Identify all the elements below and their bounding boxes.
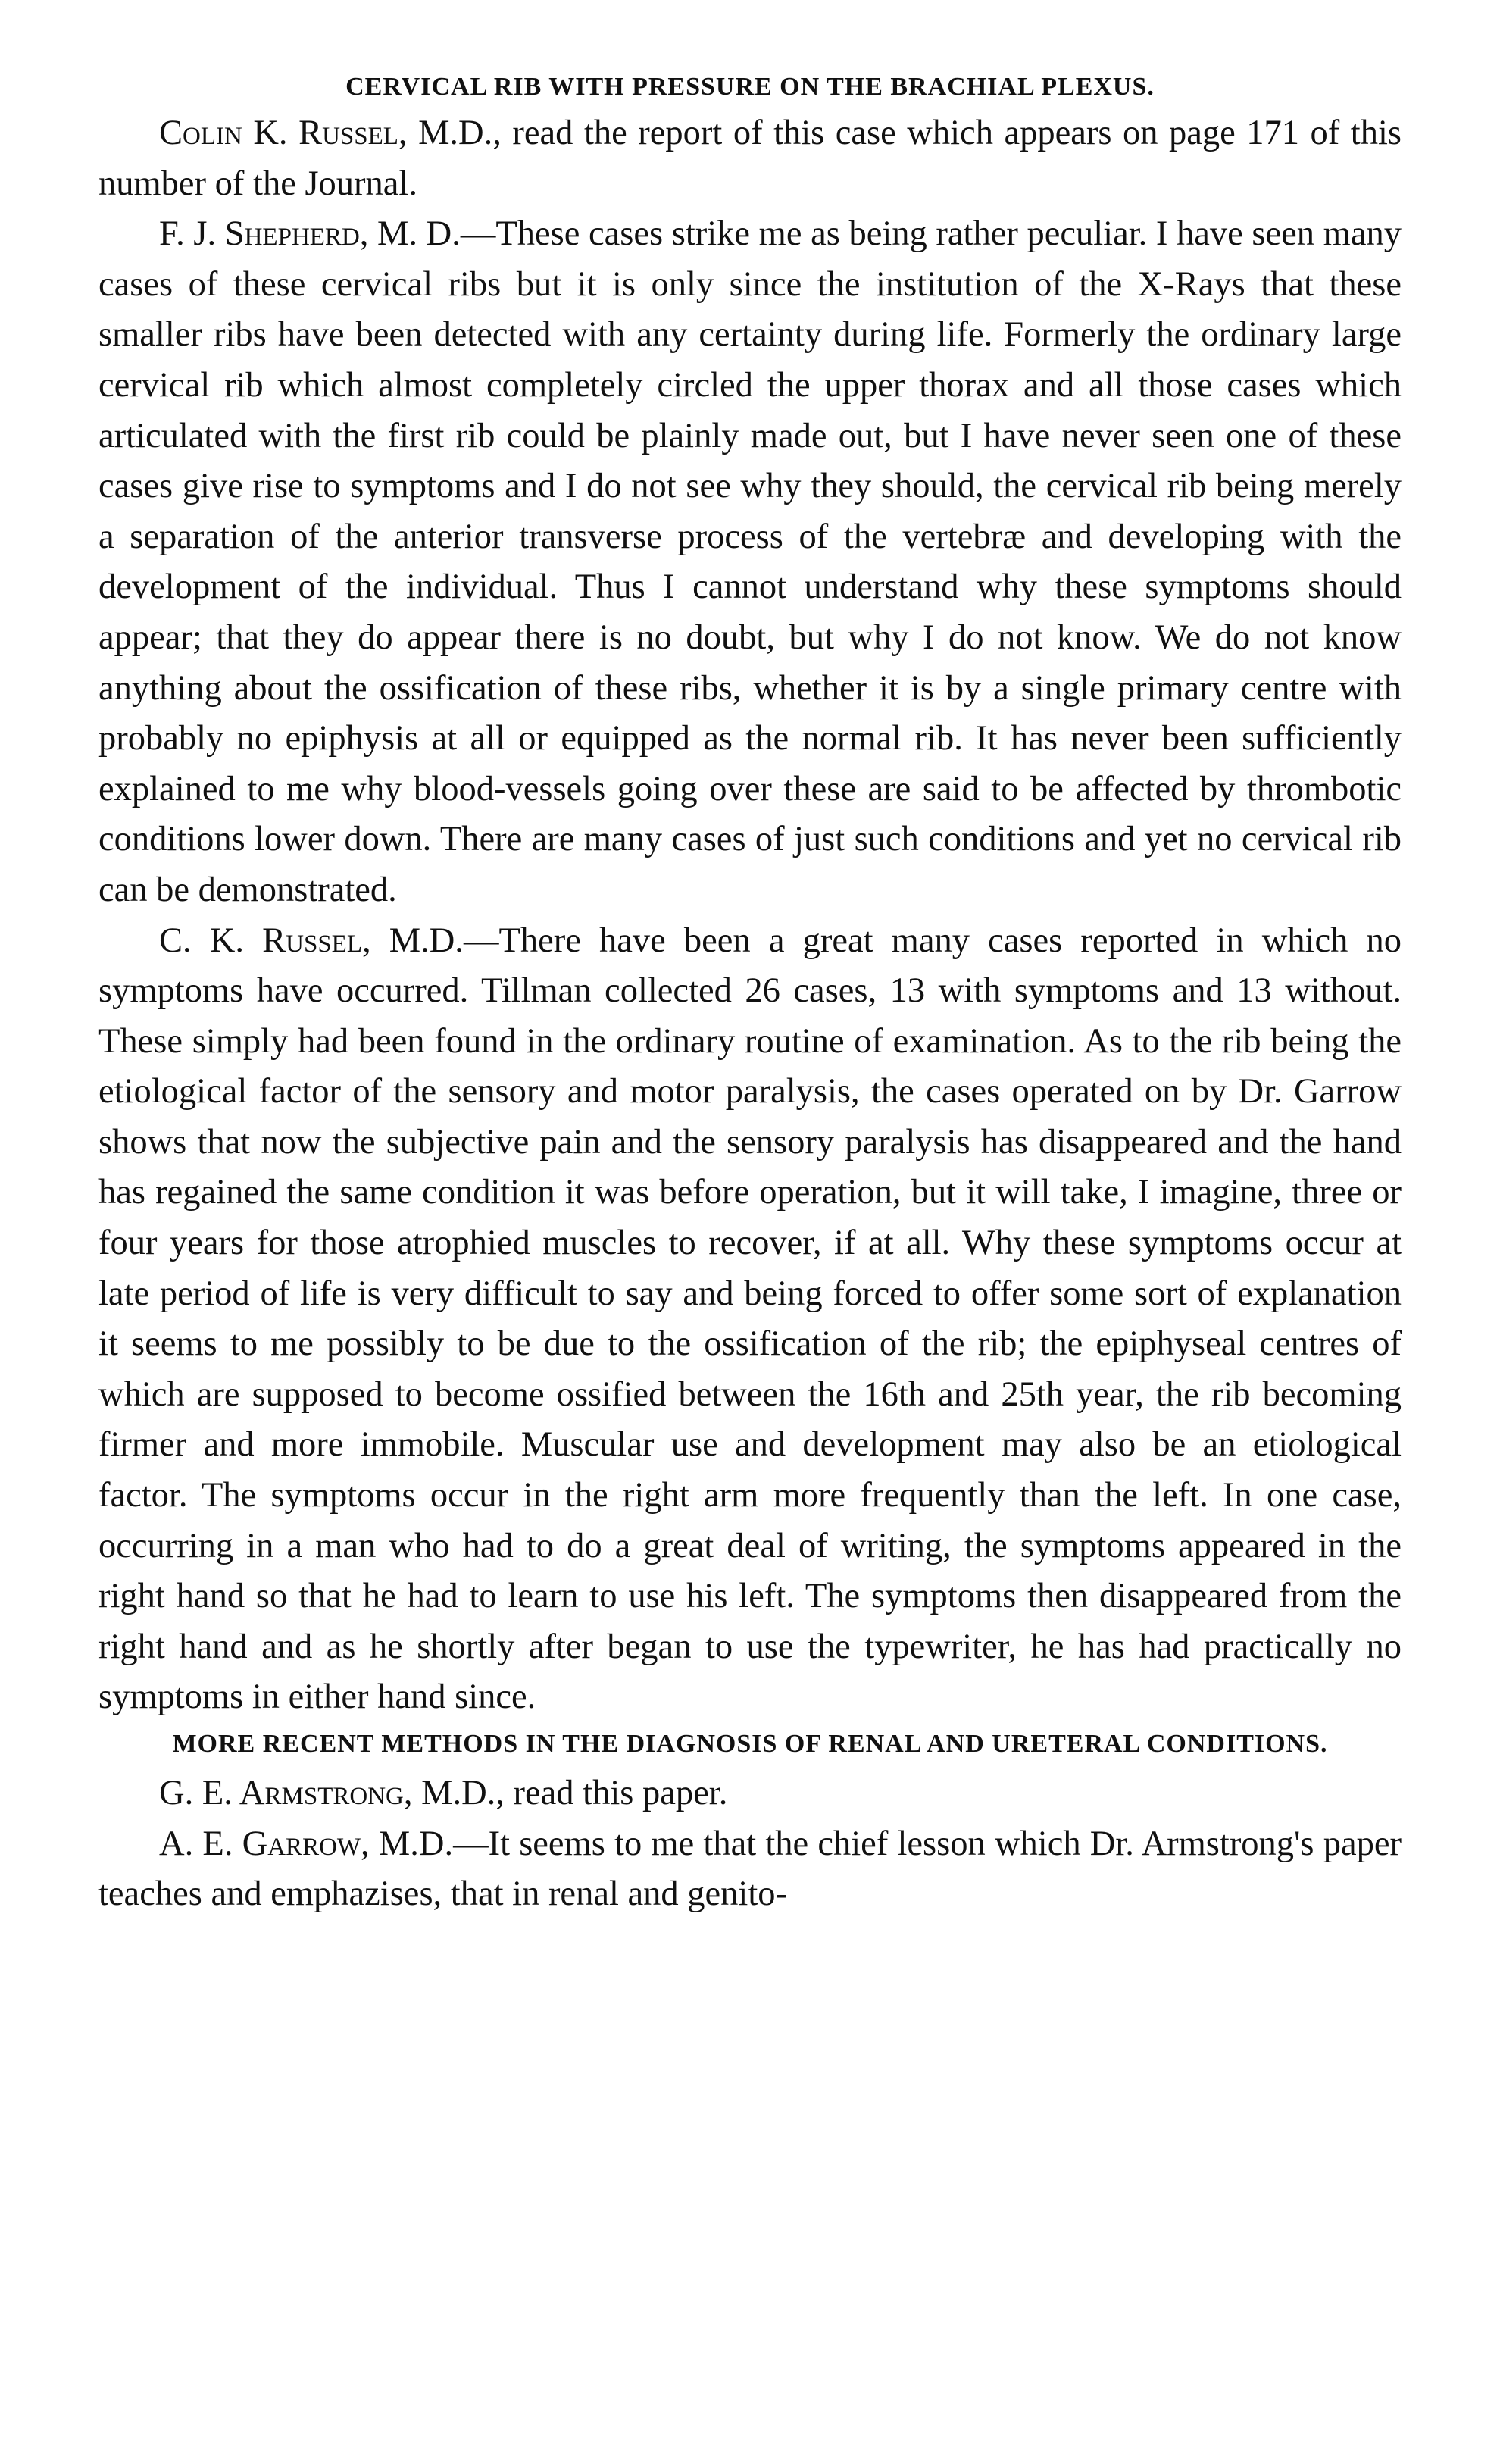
article-heading-2: MORE RECENT METHODS IN THE DIAGNOSIS OF RENAL AND URETERAL CONDITIONS. [172, 1730, 1328, 1758]
paragraph-garrow [98, 1819, 1402, 1920]
paragraph-text: —It seems to me that the chief lesson which Dr. Armstrong's paper teaches and emphazises, that in renal and genito- [98, 1824, 1402, 1914]
paragraph-shepherd [98, 209, 1402, 915]
speaker-name: Colin K. Russel, M.D., [159, 114, 502, 152]
speaker-name: G. E. Armstrong, M.D., [159, 1774, 505, 1812]
speaker-name: C. K. Russel, M.D. [159, 921, 464, 960]
speaker-name: F. J. Shepherd, M. D. [159, 214, 461, 254]
paragraph-text: read this paper. [504, 1774, 728, 1812]
paragraph-text: —These cases strike me as being rather peculiar. I have seen many cases of these cervical ribs but it is only since the institution of the X-Rays that these smaller ribs have been detected with any certainty during life. Formerly the ordinary large cervical rib which almost completely circled the upper thorax and all those cases which articulated with the first rib could be plainly made out, but I have never seen one of these cases give rise to symptoms and I do not see why they should, the cervical rib being merely a separation of the anterior transverse process of the vertebræ and developing with the development of the individual. Thus I cannot understand why these symptoms should appear; that they do appear there is no doubt, but why I do not know. We do not know anything about the ossification of these ribs, whether it is by a single primary centre with probably no epiphysis at all or equipped as the normal rib. It has never been sufficiently explained to me why blood-vessels going over these are said to be affected by thrombotic conditions lower down. There are many cases of just such conditions and yet no cervical rib can be demonstrated. [98, 214, 1402, 909]
paragraph-russel-reply [98, 916, 1402, 1724]
paragraph-russel-intro [98, 108, 1402, 209]
paragraph-armstrong [98, 1768, 1402, 1819]
paragraph-text: read the report of this case which appears on page 171 of this number of the Journal. [98, 114, 1402, 203]
speaker-name: A. E. Garrow, M.D. [159, 1824, 454, 1863]
paragraph-text: —There have been a great many cases reported in which no symptoms have occurred. Tillman collected 26 cases, 13 with symptoms and 13 without. These simply had been found in the ordinary routine of examination. As to the rib being the etiological factor of the sensory and motor paralysis, the cases operated on by Dr. Garrow shows that now the subjective pain and the sensory paralysis has disappeared and the hand has regained the same condition it was before operation, but it will take, I imagine, three or four years for those atrophied muscles to recover, if at all. Why these symptoms occur at late period of life is very difficult to say and being forced to offer some sort of explanation it seems to me possibly to be due to the ossification of the rib; the epiphyseal centres of which are supposed to become ossified between the 16th and 25th year, the rib becoming firmer and more immobile. Muscular use and development may also be an etiological factor. The symptoms occur in the right arm more frequently than the left. In one case, occurring in a man who had to do a great deal of writing, the symptoms appeared in the right hand so that he had to learn to use his left. The symptoms then disappeared from the right hand and as he shortly after began to use the typewriter, he has had practically no symptoms in either hand since. [98, 921, 1402, 1717]
journal-page [98, 72, 1402, 1920]
article-heading: CERVICAL RIB WITH PRESSURE ON THE BRACHIAL PLEXUS. [345, 73, 1155, 101]
